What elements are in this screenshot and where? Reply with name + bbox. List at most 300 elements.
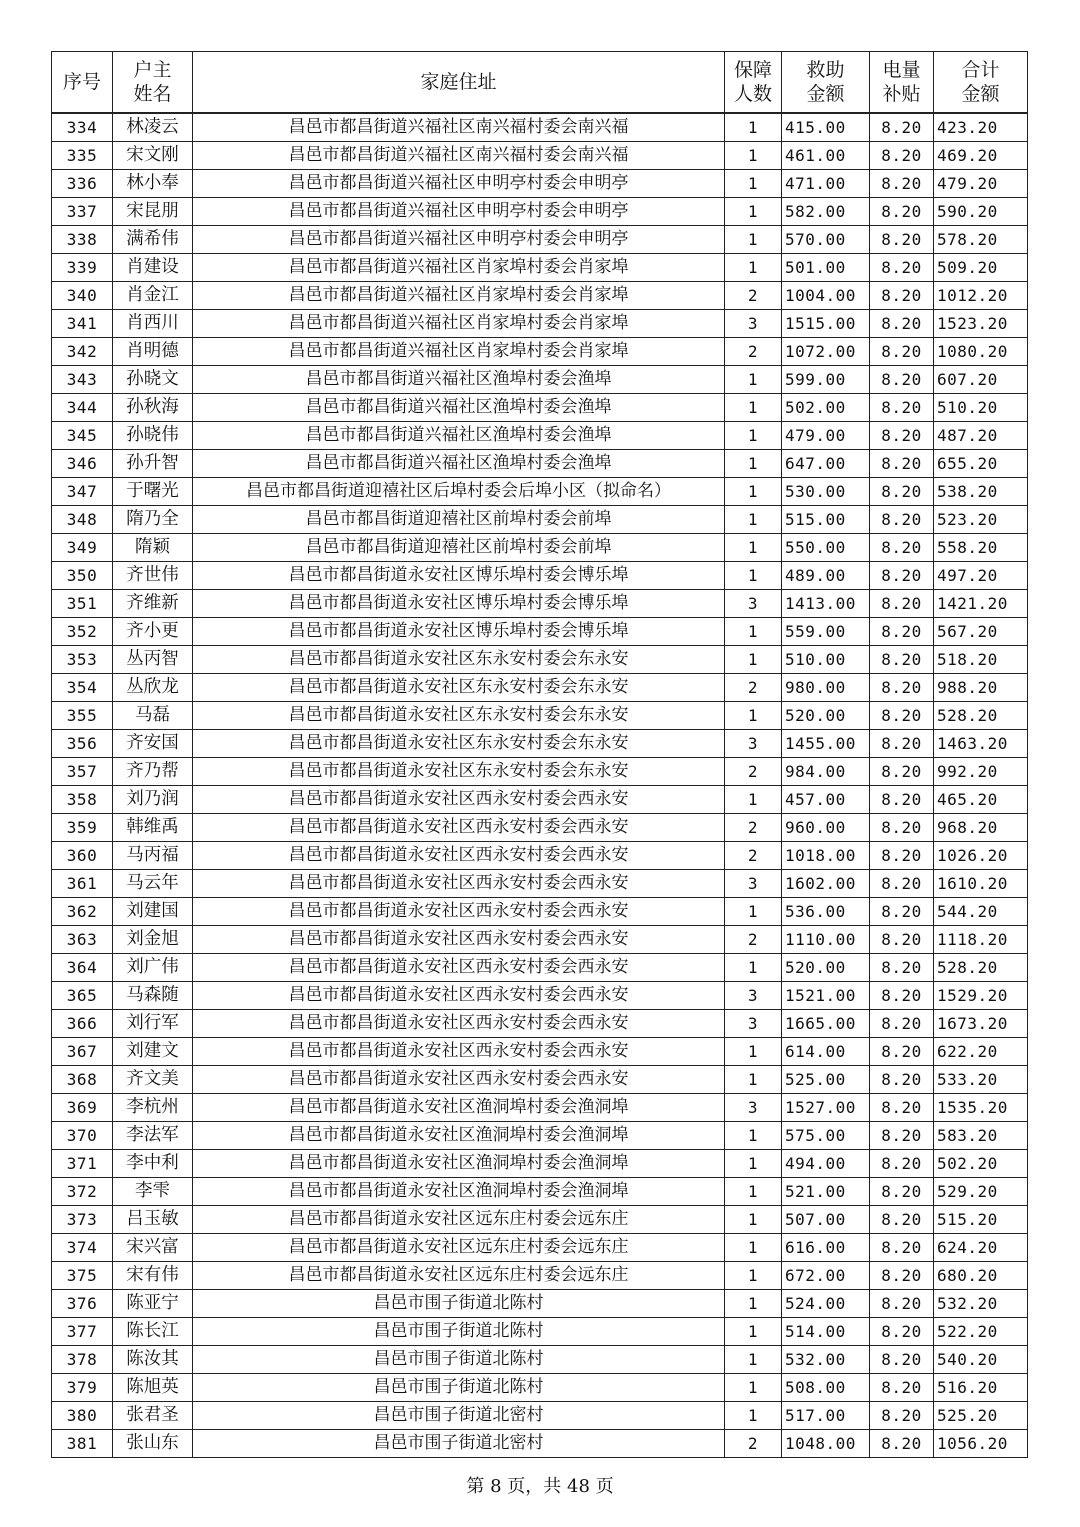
cell-index: 358: [52, 786, 113, 814]
cell-power: 8.20: [870, 982, 934, 1010]
cell-address: 昌邑市都昌街道兴福社区肖家埠村委会肖家埠: [193, 310, 725, 338]
cell-name: 孙升智: [113, 450, 193, 478]
cell-power: 8.20: [870, 562, 934, 590]
cell-index: 341: [52, 310, 113, 338]
cell-power: 8.20: [870, 758, 934, 786]
cell-total: 583.20: [934, 1122, 1028, 1150]
cell-relief: 1413.00: [782, 590, 870, 618]
cell-relief: 520.00: [782, 702, 870, 730]
cell-index: 349: [52, 534, 113, 562]
cell-power: 8.20: [870, 898, 934, 926]
table-row: [52, 1122, 1028, 1150]
cell-index: 354: [52, 674, 113, 702]
cell-address: 昌邑市都昌街道永安社区东永安村委会东永安: [193, 758, 725, 786]
cell-power: 8.20: [870, 506, 934, 534]
cell-name: 肖明德: [113, 338, 193, 366]
cell-persons: 2: [725, 842, 782, 870]
cell-name: 陈汝其: [113, 1346, 193, 1374]
cell-total: 538.20: [934, 478, 1028, 506]
cell-total: 968.20: [934, 814, 1028, 842]
cell-address: 昌邑市都昌街道迎禧社区前埠村委会前埠: [193, 534, 725, 562]
cell-power: 8.20: [870, 814, 934, 842]
cell-index: 357: [52, 758, 113, 786]
cell-name: 陈旭英: [113, 1374, 193, 1402]
cell-persons: 1: [725, 198, 782, 226]
cell-address: 昌邑市都昌街道兴福社区渔埠村委会渔埠: [193, 450, 725, 478]
cell-address: 昌邑市都昌街道永安社区远东庄村委会远东庄: [193, 1262, 725, 1290]
cell-index: 348: [52, 506, 113, 534]
cell-relief: 1527.00: [782, 1094, 870, 1122]
cell-total: 1463.20: [934, 730, 1028, 758]
cell-index: 336: [52, 170, 113, 198]
table-row: [52, 1150, 1028, 1178]
cell-index: 365: [52, 982, 113, 1010]
cell-persons: 1: [725, 113, 782, 142]
cell-relief: 614.00: [782, 1038, 870, 1066]
cell-name: 宋兴富: [113, 1234, 193, 1262]
table-row: [52, 1206, 1028, 1234]
cell-name: 李杭州: [113, 1094, 193, 1122]
cell-name: 于曙光: [113, 478, 193, 506]
cell-name: 刘建文: [113, 1038, 193, 1066]
cell-persons: 2: [725, 282, 782, 310]
cell-power: 8.20: [870, 1234, 934, 1262]
cell-relief: 1018.00: [782, 842, 870, 870]
table-row: [52, 842, 1028, 870]
cell-power: 8.20: [870, 113, 934, 142]
col-header-total: 合计 金额: [934, 52, 1028, 114]
cell-power: 8.20: [870, 142, 934, 170]
cell-name: 刘乃润: [113, 786, 193, 814]
cell-total: 510.20: [934, 394, 1028, 422]
cell-power: 8.20: [870, 226, 934, 254]
cell-address: 昌邑市都昌街道兴福社区南兴福村委会南兴福: [193, 113, 725, 142]
table-row: [52, 170, 1028, 198]
cell-relief: 550.00: [782, 534, 870, 562]
cell-relief: 1110.00: [782, 926, 870, 954]
table-row: [52, 338, 1028, 366]
cell-name: 肖金江: [113, 282, 193, 310]
cell-address: 昌邑市都昌街道兴福社区申明亭村委会申明亭: [193, 170, 725, 198]
col-header-power: 电量 补贴: [870, 52, 934, 114]
cell-index: 367: [52, 1038, 113, 1066]
cell-address: 昌邑市都昌街道永安社区渔洞埠村委会渔洞埠: [193, 1178, 725, 1206]
cell-name: 宋文刚: [113, 142, 193, 170]
table-row: [52, 1430, 1028, 1458]
cell-power: 8.20: [870, 1318, 934, 1346]
cell-relief: 1004.00: [782, 282, 870, 310]
cell-persons: 3: [725, 310, 782, 338]
cell-persons: 2: [725, 674, 782, 702]
cell-total: 567.20: [934, 618, 1028, 646]
cell-power: 8.20: [870, 674, 934, 702]
cell-address: 昌邑市都昌街道永安社区西永安村委会西永安: [193, 814, 725, 842]
cell-name: 吕玉敏: [113, 1206, 193, 1234]
cell-persons: 3: [725, 1010, 782, 1038]
cell-power: 8.20: [870, 870, 934, 898]
cell-total: 988.20: [934, 674, 1028, 702]
table-row: [52, 282, 1028, 310]
cell-index: 345: [52, 422, 113, 450]
cell-address: 昌邑市都昌街道永安社区西永安村委会西永安: [193, 1066, 725, 1094]
table-row: [52, 1234, 1028, 1262]
cell-name: 丛欣龙: [113, 674, 193, 702]
cell-index: 355: [52, 702, 113, 730]
cell-relief: 502.00: [782, 394, 870, 422]
cell-name: 孙晓文: [113, 366, 193, 394]
table-row: [52, 478, 1028, 506]
cell-index: 368: [52, 1066, 113, 1094]
col-header-name: 户主 姓名: [113, 52, 193, 114]
cell-persons: 1: [725, 1402, 782, 1430]
cell-total: 528.20: [934, 702, 1028, 730]
cell-index: 369: [52, 1094, 113, 1122]
cell-name: 李中利: [113, 1150, 193, 1178]
table-row: [52, 254, 1028, 282]
cell-persons: 1: [725, 422, 782, 450]
cell-index: 375: [52, 1262, 113, 1290]
cell-address: 昌邑市围子街道北陈村: [193, 1318, 725, 1346]
cell-address: 昌邑市围子街道北陈村: [193, 1290, 725, 1318]
table-row: [52, 394, 1028, 422]
cell-index: 343: [52, 366, 113, 394]
cell-persons: 3: [725, 590, 782, 618]
cell-total: 607.20: [934, 366, 1028, 394]
cell-persons: 1: [725, 646, 782, 674]
cell-total: 992.20: [934, 758, 1028, 786]
col-header-relief: 救助 金额: [782, 52, 870, 114]
cell-address: 昌邑市都昌街道永安社区东永安村委会东永安: [193, 646, 725, 674]
cell-persons: 1: [725, 786, 782, 814]
cell-total: 1056.20: [934, 1430, 1028, 1458]
cell-power: 8.20: [870, 1066, 934, 1094]
cell-address: 昌邑市都昌街道永安社区西永安村委会西永安: [193, 954, 725, 982]
cell-relief: 479.00: [782, 422, 870, 450]
cell-total: 624.20: [934, 1234, 1028, 1262]
table-row: [52, 1318, 1028, 1346]
cell-index: 371: [52, 1150, 113, 1178]
cell-name: 刘行军: [113, 1010, 193, 1038]
cell-index: 346: [52, 450, 113, 478]
cell-relief: 525.00: [782, 1066, 870, 1094]
cell-persons: 3: [725, 730, 782, 758]
cell-address: 昌邑市都昌街道兴福社区肖家埠村委会肖家埠: [193, 254, 725, 282]
cell-persons: 1: [725, 1038, 782, 1066]
cell-address: 昌邑市都昌街道永安社区渔洞埠村委会渔洞埠: [193, 1150, 725, 1178]
cell-relief: 515.00: [782, 506, 870, 534]
cell-address: 昌邑市都昌街道兴福社区肖家埠村委会肖家埠: [193, 338, 725, 366]
cell-total: 1529.20: [934, 982, 1028, 1010]
cell-index: 350: [52, 562, 113, 590]
cell-name: 刘金旭: [113, 926, 193, 954]
cell-persons: 2: [725, 1430, 782, 1458]
table-row: [52, 310, 1028, 338]
cell-relief: 510.00: [782, 646, 870, 674]
cell-power: 8.20: [870, 282, 934, 310]
cell-persons: 3: [725, 870, 782, 898]
cell-power: 8.20: [870, 1430, 934, 1458]
cell-persons: 1: [725, 394, 782, 422]
cell-relief: 508.00: [782, 1374, 870, 1402]
cell-index: 376: [52, 1290, 113, 1318]
cell-name: 隋颖: [113, 534, 193, 562]
cell-relief: 532.00: [782, 1346, 870, 1374]
cell-power: 8.20: [870, 702, 934, 730]
cell-total: 680.20: [934, 1262, 1028, 1290]
cell-index: 334: [52, 113, 113, 142]
cell-total: 528.20: [934, 954, 1028, 982]
cell-name: 李法军: [113, 1122, 193, 1150]
cell-persons: 1: [725, 702, 782, 730]
cell-address: 昌邑市都昌街道永安社区西永安村委会西永安: [193, 1038, 725, 1066]
cell-power: 8.20: [870, 170, 934, 198]
cell-relief: 599.00: [782, 366, 870, 394]
table-row: [52, 366, 1028, 394]
cell-index: 373: [52, 1206, 113, 1234]
cell-total: 1421.20: [934, 590, 1028, 618]
cell-persons: 1: [725, 1234, 782, 1262]
cell-address: 昌邑市围子街道北密村: [193, 1430, 725, 1458]
cell-relief: 1515.00: [782, 310, 870, 338]
cell-total: 465.20: [934, 786, 1028, 814]
cell-index: 339: [52, 254, 113, 282]
cell-relief: 520.00: [782, 954, 870, 982]
table-row: [52, 226, 1028, 254]
cell-persons: 1: [725, 1178, 782, 1206]
cell-address: 昌邑市都昌街道永安社区西永安村委会西永安: [193, 1010, 725, 1038]
table-row: [52, 506, 1028, 534]
cell-address: 昌邑市都昌街道兴福社区渔埠村委会渔埠: [193, 394, 725, 422]
cell-name: 韩维禹: [113, 814, 193, 842]
cell-relief: 1455.00: [782, 730, 870, 758]
cell-index: 379: [52, 1374, 113, 1402]
cell-total: 1118.20: [934, 926, 1028, 954]
cell-name: 宋昆朋: [113, 198, 193, 226]
cell-persons: 1: [725, 1150, 782, 1178]
table-body: [52, 113, 1028, 1458]
cell-relief: 471.00: [782, 170, 870, 198]
cell-address: 昌邑市都昌街道永安社区东永安村委会东永安: [193, 674, 725, 702]
cell-address: 昌邑市都昌街道永安社区西永安村委会西永安: [193, 926, 725, 954]
cell-index: 353: [52, 646, 113, 674]
cell-relief: 494.00: [782, 1150, 870, 1178]
cell-total: 1673.20: [934, 1010, 1028, 1038]
cell-power: 8.20: [870, 1290, 934, 1318]
cell-address: 昌邑市都昌街道永安社区博乐埠村委会博乐埠: [193, 590, 725, 618]
cell-total: 558.20: [934, 534, 1028, 562]
cell-total: 518.20: [934, 646, 1028, 674]
cell-address: 昌邑市都昌街道兴福社区肖家埠村委会肖家埠: [193, 282, 725, 310]
cell-total: 544.20: [934, 898, 1028, 926]
cell-name: 宋有伟: [113, 1262, 193, 1290]
cell-total: 1012.20: [934, 282, 1028, 310]
table-row: [52, 1010, 1028, 1038]
cell-power: 8.20: [870, 590, 934, 618]
cell-power: 8.20: [870, 646, 934, 674]
cell-address: 昌邑市都昌街道永安社区西永安村委会西永安: [193, 786, 725, 814]
cell-total: 622.20: [934, 1038, 1028, 1066]
cell-address: 昌邑市都昌街道兴福社区申明亭村委会申明亭: [193, 226, 725, 254]
cell-relief: 457.00: [782, 786, 870, 814]
cell-address: 昌邑市都昌街道永安社区远东庄村委会远东庄: [193, 1234, 725, 1262]
cell-address: 昌邑市都昌街道永安社区西永安村委会西永安: [193, 842, 725, 870]
cell-relief: 570.00: [782, 226, 870, 254]
table-row: [52, 702, 1028, 730]
cell-relief: 672.00: [782, 1262, 870, 1290]
cell-address: 昌邑市围子街道北密村: [193, 1402, 725, 1430]
cell-relief: 1602.00: [782, 870, 870, 898]
cell-index: 380: [52, 1402, 113, 1430]
table-row: [52, 534, 1028, 562]
table-row: [52, 1178, 1028, 1206]
cell-address: 昌邑市都昌街道永安社区渔洞埠村委会渔洞埠: [193, 1094, 725, 1122]
cell-name: 齐维新: [113, 590, 193, 618]
cell-index: 360: [52, 842, 113, 870]
cell-address: 昌邑市都昌街道兴福社区渔埠村委会渔埠: [193, 366, 725, 394]
cell-name: 陈长江: [113, 1318, 193, 1346]
table-row: [52, 814, 1028, 842]
cell-name: 刘建国: [113, 898, 193, 926]
cell-power: 8.20: [870, 730, 934, 758]
cell-power: 8.20: [870, 310, 934, 338]
cell-relief: 980.00: [782, 674, 870, 702]
cell-total: 515.20: [934, 1206, 1028, 1234]
cell-power: 8.20: [870, 1122, 934, 1150]
cell-persons: 1: [725, 450, 782, 478]
table-row: [52, 730, 1028, 758]
cell-power: 8.20: [870, 1374, 934, 1402]
col-header-address: 家庭住址: [193, 52, 725, 114]
cell-persons: 1: [725, 366, 782, 394]
table-row: [52, 618, 1028, 646]
cell-index: 347: [52, 478, 113, 506]
cell-power: 8.20: [870, 786, 934, 814]
table-row: [52, 1402, 1028, 1430]
cell-name: 张山东: [113, 1430, 193, 1458]
cell-power: 8.20: [870, 1150, 934, 1178]
cell-persons: 3: [725, 1094, 782, 1122]
cell-persons: 1: [725, 954, 782, 982]
cell-total: 1523.20: [934, 310, 1028, 338]
cell-power: 8.20: [870, 954, 934, 982]
cell-power: 8.20: [870, 1178, 934, 1206]
cell-relief: 575.00: [782, 1122, 870, 1150]
table-row: [52, 422, 1028, 450]
table-row: [52, 142, 1028, 170]
header-row: [52, 52, 1028, 114]
cell-address: 昌邑市围子街道北陈村: [193, 1374, 725, 1402]
table-row: [52, 926, 1028, 954]
cell-index: 381: [52, 1430, 113, 1458]
cell-index: 356: [52, 730, 113, 758]
cell-power: 8.20: [870, 1402, 934, 1430]
cell-total: 590.20: [934, 198, 1028, 226]
table-row: [52, 870, 1028, 898]
cell-power: 8.20: [870, 394, 934, 422]
cell-total: 487.20: [934, 422, 1028, 450]
cell-index: 359: [52, 814, 113, 842]
table-row: [52, 1346, 1028, 1374]
table-row: [52, 646, 1028, 674]
cell-total: 469.20: [934, 142, 1028, 170]
cell-power: 8.20: [870, 422, 934, 450]
cell-total: 525.20: [934, 1402, 1028, 1430]
cell-power: 8.20: [870, 1262, 934, 1290]
cell-persons: 1: [725, 1374, 782, 1402]
cell-address: 昌邑市都昌街道永安社区西永安村委会西永安: [193, 982, 725, 1010]
cell-address: 昌邑市都昌街道永安社区东永安村委会东永安: [193, 730, 725, 758]
cell-total: 1535.20: [934, 1094, 1028, 1122]
cell-total: 655.20: [934, 450, 1028, 478]
cell-persons: 1: [725, 170, 782, 198]
cell-power: 8.20: [870, 534, 934, 562]
cell-persons: 1: [725, 1066, 782, 1094]
table-row: [52, 590, 1028, 618]
cell-persons: 1: [725, 1262, 782, 1290]
cell-power: 8.20: [870, 366, 934, 394]
table-row: [52, 954, 1028, 982]
cell-relief: 517.00: [782, 1402, 870, 1430]
cell-relief: 415.00: [782, 113, 870, 142]
table-row: [52, 1374, 1028, 1402]
cell-persons: 1: [725, 1318, 782, 1346]
cell-power: 8.20: [870, 198, 934, 226]
cell-name: 齐乃帮: [113, 758, 193, 786]
table-row: [52, 758, 1028, 786]
cell-persons: 1: [725, 1290, 782, 1318]
cell-relief: 960.00: [782, 814, 870, 842]
cell-persons: 1: [725, 1206, 782, 1234]
cell-power: 8.20: [870, 926, 934, 954]
cell-persons: 1: [725, 534, 782, 562]
cell-persons: 2: [725, 758, 782, 786]
table-row: [52, 674, 1028, 702]
cell-total: 1026.20: [934, 842, 1028, 870]
cell-power: 8.20: [870, 618, 934, 646]
cell-persons: 1: [725, 506, 782, 534]
cell-address: 昌邑市都昌街道兴福社区申明亭村委会申明亭: [193, 198, 725, 226]
cell-total: 502.20: [934, 1150, 1028, 1178]
cell-total: 533.20: [934, 1066, 1028, 1094]
cell-index: 370: [52, 1122, 113, 1150]
cell-relief: 559.00: [782, 618, 870, 646]
cell-name: 马丙福: [113, 842, 193, 870]
cell-address: 昌邑市都昌街道永安社区远东庄村委会远东庄: [193, 1206, 725, 1234]
cell-power: 8.20: [870, 1038, 934, 1066]
cell-address: 昌邑市都昌街道永安社区博乐埠村委会博乐埠: [193, 618, 725, 646]
cell-persons: 3: [725, 982, 782, 1010]
cell-total: 479.20: [934, 170, 1028, 198]
table-row: [52, 1066, 1028, 1094]
cell-name: 陈亚宁: [113, 1290, 193, 1318]
cell-index: 342: [52, 338, 113, 366]
table-row: [52, 1094, 1028, 1122]
table-row: [52, 113, 1028, 142]
cell-relief: 536.00: [782, 898, 870, 926]
cell-address: 昌邑市都昌街道兴福社区渔埠村委会渔埠: [193, 422, 725, 450]
cell-persons: 1: [725, 562, 782, 590]
cell-total: 509.20: [934, 254, 1028, 282]
cell-index: 364: [52, 954, 113, 982]
cell-address: 昌邑市都昌街道永安社区西永安村委会西永安: [193, 870, 725, 898]
cell-relief: 1048.00: [782, 1430, 870, 1458]
col-header-index: 序号: [52, 52, 113, 114]
cell-relief: 1521.00: [782, 982, 870, 1010]
cell-power: 8.20: [870, 450, 934, 478]
cell-relief: 530.00: [782, 478, 870, 506]
cell-name: 张君圣: [113, 1402, 193, 1430]
cell-index: 378: [52, 1346, 113, 1374]
